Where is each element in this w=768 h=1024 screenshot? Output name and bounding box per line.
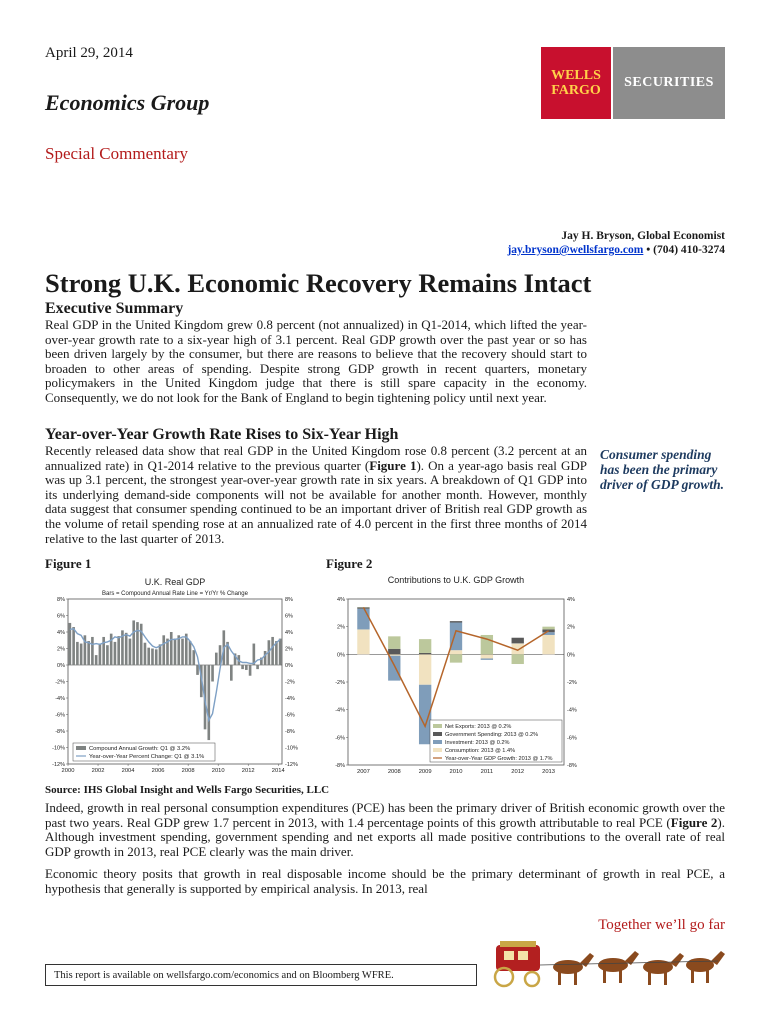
figure1-bar (256, 665, 259, 669)
figure2-y-tick-label-right: 4% (567, 597, 575, 603)
wells-fargo-logo-mark: WELLS FARGO (541, 47, 611, 119)
figure1-bar (196, 665, 199, 675)
figure1-bar (140, 624, 143, 665)
figure2-x-tick-label: 2013 (542, 769, 556, 775)
figure1-y-tick-label-left: -8% (55, 729, 65, 735)
executive-summary-heading: Executive Summary (45, 300, 184, 317)
figure2-y-tick-label-right: -8% (567, 763, 577, 769)
figure1-x-tick-label: 2010 (211, 768, 225, 774)
figure1-bar (170, 632, 173, 665)
figure2-legend-label: Investment: 2013 @ 0.2% (445, 740, 510, 746)
figure2-stack-segment (388, 654, 400, 655)
securities-logo-text: SECURITIES (613, 47, 725, 119)
legend-bar-swatch (76, 746, 86, 750)
figure1-y-tick-label-left: -4% (55, 696, 65, 702)
figure2-stack-segment (388, 636, 400, 648)
figure2-x-tick-label: 2008 (387, 769, 401, 775)
figure1-bar (215, 653, 218, 665)
figure1-x-tick-label: 2000 (61, 768, 75, 774)
executive-summary-section (45, 300, 587, 406)
figure1-bar (129, 639, 132, 665)
figure2-x-tick-label: 2007 (356, 769, 370, 775)
figure2-legend-swatch (433, 732, 442, 736)
figure1-bar (249, 665, 252, 676)
figure-source: Source: IHS Global Insight and Wells Fargo Securities, LLC (45, 784, 330, 796)
figure1-bar (155, 649, 158, 665)
figure1-y-tick-label-right: -8% (285, 729, 295, 735)
figure1-bar (72, 627, 75, 665)
figure2-legend-label: Net Exports: 2013 @ 0.2% (445, 724, 512, 730)
figure1-bar (76, 642, 79, 665)
figure2-stack-segment (542, 635, 554, 654)
figure1-y-tick-label-left: 0% (57, 663, 65, 669)
special-commentary-label: Special Commentary (45, 144, 189, 163)
income-paragraph: Economic theory posits that growth in real disposable income should be the primary determinant of growth in real PCE, a hypothesis that generally is supported by empirical analysis. In 2013, real (45, 866, 725, 896)
yoy-growth-heading: Year-over-Year Growth Rate Rises to Six-Year High (45, 426, 399, 443)
consumption-section (45, 801, 725, 897)
figure2-chart (326, 572, 586, 780)
tagline: Together we’ll go far (598, 917, 725, 933)
figure1-y-tick-label-right: 0% (285, 663, 293, 669)
figure1-y-tick-label-left: -2% (55, 679, 65, 686)
figure2-label: Figure 2 (326, 556, 373, 571)
figure2-x-tick-label: 2011 (480, 769, 494, 775)
figure1-bar (125, 633, 128, 665)
figure1-bar (211, 665, 214, 682)
figure1-bar (264, 651, 267, 665)
figure2-stack-segment (512, 638, 524, 644)
figure1-bar (87, 641, 90, 665)
pull-quote: Consumer spending has been the primary driver of GDP growth. (600, 447, 724, 492)
figure2-y-tick-label-right: -6% (567, 735, 577, 742)
figure1-bar (114, 642, 117, 665)
figure1-label: Figure 1 (45, 556, 92, 571)
figure1-y-tick-label-right: 4% (285, 630, 293, 636)
figure1-bar (151, 649, 154, 666)
figure2-y-tick-label-left: -6% (335, 735, 345, 742)
author-name: Jay H. Bryson, Global Economist (561, 230, 725, 242)
figure1-bar (102, 637, 105, 665)
figure1-reference: Figure 1 (369, 457, 417, 473)
figure2-stack-segment (450, 650, 462, 654)
figure1-bar (95, 655, 98, 665)
figure1-chart (45, 572, 305, 780)
figure1-bar (181, 639, 184, 665)
figure2-reference: Figure 2 (670, 814, 718, 830)
figure2-stack-segment (450, 654, 462, 662)
stagecoach-illustration (488, 937, 728, 989)
figure1-bar (279, 639, 282, 665)
figure1-bar (110, 634, 113, 665)
legend-line-label: Year-over-Year Percent Change: Q1 @ 3.1% (89, 754, 205, 760)
consumption-paragraph: Indeed, growth in real personal consumption expenditures (PCE) has been the primary driver of British economic growth over the past two years. Real GDP grew 1.7 percent in 2013, with 1.4 percentage points of this growth attributable to real PCE (Figure 2). Although investment spending, government spending and net exports all made positive contributions to the overall rate of real GDP growth in 2013, real PCE clearly was the main driver. (45, 800, 725, 859)
figure1-bar (271, 637, 274, 665)
figure1-bar (245, 665, 248, 670)
figure1-y-tick-label-left: -12% (52, 762, 65, 768)
figure1-bar (189, 641, 192, 665)
figure2-stack-segment (481, 654, 493, 658)
figure1-bar (136, 622, 139, 665)
figure2-x-tick-label: 2012 (511, 769, 525, 775)
figure2-stack-segment (357, 629, 369, 654)
figure1-y-tick-label-right: -2% (285, 679, 295, 686)
figure2-legend-swatch (433, 740, 442, 744)
availability-note: This report is available on wellsfargo.com/economics and on Bloomberg WFRE. (45, 964, 477, 986)
figure1-y-tick-label-right: 2% (285, 646, 293, 653)
figure1-legend (73, 743, 215, 761)
figure2-stack-segment (419, 639, 431, 653)
figure2-y-tick-label-right: -2% (567, 680, 577, 686)
report-title: Strong U.K. Economic Recovery Remains Intact (45, 268, 592, 298)
figure2-y-tick-label-right: -4% (567, 707, 577, 714)
figure2-y-tick-label-right: 2% (567, 624, 575, 631)
figure1-y-tick-label-right: -12% (285, 762, 298, 768)
figure2-stack-segment (357, 609, 369, 630)
figure2-legend (430, 720, 562, 762)
figure2-y-tick-label-left: -4% (335, 707, 345, 714)
wells-fargo-securities-logo (541, 47, 725, 119)
figure2-stack-segment (388, 656, 400, 681)
figure2-stack-segment (512, 654, 524, 664)
figure2-y-tick-label-left: 2% (337, 624, 345, 631)
figure2-y-tick-label-left: -8% (335, 763, 345, 769)
figure1-bar (132, 620, 135, 665)
legend-bar-label: Compound Annual Growth: Q1 @ 3.2% (89, 746, 191, 752)
figure1-bar (147, 648, 150, 665)
figure2-stack-segment (542, 627, 554, 630)
figure2-legend-swatch (433, 724, 442, 728)
figure2-legend-label: Government Spending: 2013 @ 0.2% (445, 732, 539, 738)
figure2-stack-segment (481, 658, 493, 659)
figure2-stack-segment (388, 649, 400, 655)
figure1-y-tick-label-right: 8% (285, 597, 293, 603)
figure1-bar (106, 645, 109, 665)
figure1-x-tick-label: 2002 (91, 768, 105, 774)
figure1-x-tick-label: 2014 (271, 768, 285, 774)
figure1-y-tick-label-right: -10% (285, 745, 298, 752)
economics-group-heading: Economics Group (45, 90, 210, 115)
yoy-growth-text: Recently released data show that real GDP in the United Kingdom rose 0.8 percent (3.2 percent at an annualized rate) in Q1-2014 relative to the previous quarter (Figure 1). On a year-ago basis real GDP was up 3.1 percent, the strongest year-over-year growth rate in six years. A breakdown of Q1 GDP into its underlying demand-side components will not be available for another month. However, monthly data suggest that consumer spending continued to be an important driver of British real GDP growth as the volume of retail spending rose at an annualized rate of 4.0 percent in the first three months of 2014 relative to the last quarter of 2013. (45, 443, 588, 546)
figure2-y-tick-label-left: -2% (335, 680, 345, 686)
figure2-legend-label: Year-over-Year GDP Growth: 2013 @ 1.7% (445, 756, 553, 762)
figure1-y-tick-label-right: -6% (285, 712, 295, 719)
figure1-bar (230, 665, 233, 681)
figure1-plot-area (68, 599, 282, 764)
figure1-bar (99, 644, 102, 665)
figure2-y-tick-label-left: 0% (337, 652, 345, 659)
figure1-bar (177, 635, 180, 665)
figure1-bar (162, 635, 165, 665)
figure1-x-tick-label: 2012 (241, 768, 255, 774)
figure2-legend-swatch (433, 748, 442, 752)
figure2-x-tick-label: 2009 (418, 769, 432, 775)
figure1-y-tick-label-left: 2% (57, 646, 65, 653)
executive-summary-text: Real GDP in the United Kingdom grew 0.8 percent (not annualized) in Q1-2014, which lifted the year-over-year growth rate to a six-year high of 3.1 percent. Real GDP growth over the past year or so has been driven largely by the consumer, but there are reasons to believe that the recovery should start to broaden to other areas of spending. Despite strong GDP growth in recent quarters, monetary policymakers in the United Kingdom judge that there is still spare capacity in the economy. Consequently, we do not look for the Bank of England to begin tightening policy until next year. (45, 317, 587, 405)
report-date: April 29, 2014 (45, 45, 133, 61)
figure1-x-tick-label: 2004 (121, 768, 135, 774)
figure1-bar (207, 665, 210, 740)
figure1-y-tick-label-left: 6% (57, 613, 65, 620)
figure1-bar (192, 650, 195, 665)
figure1-y-tick-label-left: -6% (55, 712, 65, 719)
figure2-y-tick-label-right: 0% (567, 652, 575, 659)
figure1-bar (117, 636, 120, 665)
figure1-bar (241, 665, 244, 669)
figure1-y-tick-label-left: 8% (57, 597, 65, 603)
figure2-x-tick-label: 2010 (449, 769, 463, 775)
author-email-link[interactable]: jay.bryson@wellsfargo.com (507, 244, 644, 256)
figure2-legend-label: Consumption: 2013 @ 1.4% (445, 748, 516, 754)
figure1-y-tick-label-right: -4% (285, 696, 295, 702)
figure1-bar (91, 637, 94, 665)
author-block (507, 229, 725, 257)
figure1-title: U.K. Real GDP (144, 577, 206, 587)
figure1-y-tick-label-right: 6% (285, 613, 293, 620)
figure2-y-tick-label-left: 4% (337, 597, 345, 603)
figure1-bar (80, 644, 83, 665)
figure2-stack-segment (419, 653, 431, 654)
figure1-x-tick-label: 2006 (151, 768, 165, 774)
figure1-bar (174, 639, 177, 665)
figure1-y-tick-label-left: -10% (52, 745, 65, 752)
figure1-subtitle: Bars = Compound Annual Rate Line = Yr/Yr % Change (102, 591, 248, 597)
figure2-stack-segment (419, 654, 431, 684)
figure2-title: Contributions to U.K. GDP Growth (387, 575, 525, 585)
figure2-stack-segment (450, 621, 462, 622)
figure1-x-tick-label: 2008 (181, 768, 195, 774)
figure1-bar (159, 644, 162, 665)
yoy-growth-section (45, 426, 587, 546)
figure1-y-tick-label-left: 4% (57, 630, 65, 636)
figure1-bar (144, 643, 147, 665)
author-phone: • (704) 410-3274 (646, 244, 725, 256)
